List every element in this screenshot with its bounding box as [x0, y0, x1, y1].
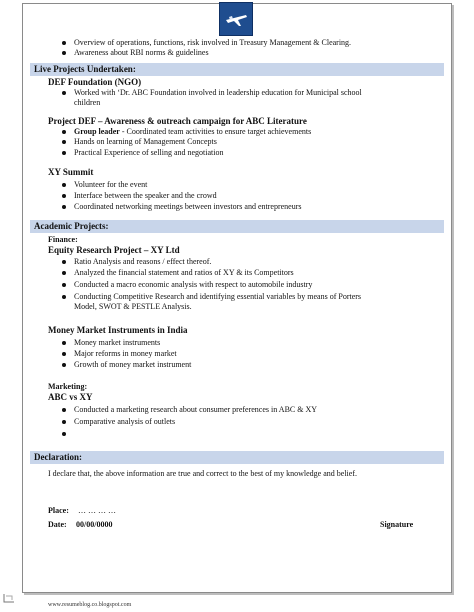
list-item: Conducted a marketing research about consumer preferences in ABC & XY: [74, 405, 317, 415]
footer-url: www.resumeblog.co.blogspot.com: [48, 602, 132, 608]
list-item: Ratio Analysis and reasons / effect thereof.: [74, 257, 211, 267]
place-label: Place:: [48, 506, 69, 515]
equity-project-title: Equity Research Project – XY Ltd: [48, 245, 180, 255]
money-market-title: Money Market Instruments in India: [48, 325, 188, 335]
signature-label: Signature: [380, 520, 414, 529]
list-item: Overview of operations, functions, risk involved in Treasury Management & Clearing.: [74, 38, 351, 48]
list-item: Coordinated networking meetings between investors and entrepreneurs: [74, 202, 302, 212]
marketing-project-title: ABC vs XY: [48, 392, 93, 402]
list-item: Volunteer for the event: [74, 180, 147, 190]
project-title: Project DEF – Awareness & outreach campaign for ABC Literature: [48, 116, 307, 126]
section-heading-declaration: Declaration:: [30, 451, 444, 464]
marketing-label: Marketing:: [48, 382, 88, 391]
place-value: … … … …: [78, 506, 116, 515]
airplane-icon: [220, 3, 252, 35]
list-item: Awareness about RBI norms & guidelines: [74, 48, 209, 58]
date-label: Date:: [48, 520, 67, 529]
list-item: Money market instruments: [74, 338, 160, 348]
list-item: Comparative analysis of outlets: [74, 417, 175, 427]
list-item-continuation: children: [74, 98, 101, 107]
list-item: Practical Experience of selling and negotiation: [74, 148, 224, 158]
summit-title: XY Summit: [48, 167, 94, 177]
list-item-continuation: Model, SWOT & PESTLE Analysis.: [74, 302, 192, 311]
airplane-badge: [219, 2, 253, 36]
finance-label: Finance:: [48, 235, 78, 244]
date-value: 00/00/0000: [76, 520, 113, 529]
declaration-text: I declare that, the above information are true and correct to the best of my knowledge and belief.: [48, 469, 357, 478]
org-title: DEF Foundation (NGO): [48, 77, 142, 87]
list-item: Interface between the speaker and the crowd: [74, 191, 217, 201]
page-corner-icon: [3, 590, 15, 600]
section-heading-academic-projects: Academic Projects:: [30, 220, 444, 233]
list-item: Conducted a macro economic analysis with respect to automobile industry: [74, 280, 312, 290]
list-item: Hands on learning of Management Concepts: [74, 137, 217, 147]
list-item: Worked with ‘Dr. ABC Foundation involved in leadership education for Municipal school: [74, 88, 362, 98]
list-item: Group leader - Coordinated team activities to ensure target achievements: [74, 127, 311, 137]
list-item: Major reforms in money market: [74, 349, 177, 359]
list-item: Conducting Competitive Research and identifying essential variables by means of Porters: [74, 292, 361, 302]
list-item: Analyzed the financial statement and ratios of XY & its Competitors: [74, 268, 294, 278]
list-item: Growth of money market instrument: [74, 360, 191, 370]
section-heading-live-projects: Live Projects Undertaken:: [30, 63, 444, 76]
